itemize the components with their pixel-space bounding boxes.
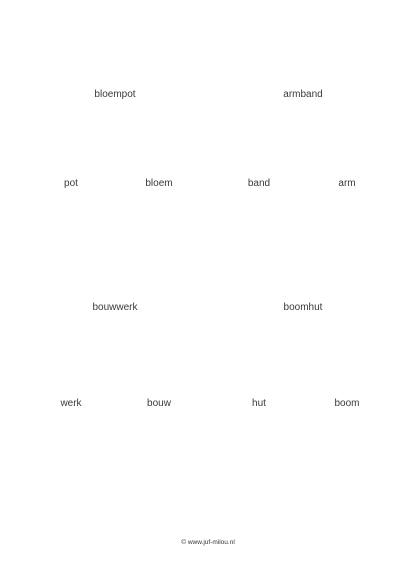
part-word-band: band bbox=[247, 178, 271, 189]
compound-word-boomhut: boomhut bbox=[283, 302, 323, 313]
part-word-pot: pot bbox=[64, 178, 78, 189]
part-word-bloem: bloem bbox=[145, 178, 173, 189]
compound-word-armband: armband bbox=[283, 89, 323, 100]
part-word-arm: arm bbox=[338, 178, 356, 189]
footer-copyright: © www.juf-milou.nl bbox=[181, 539, 235, 546]
part-word-hut: hut bbox=[252, 398, 266, 409]
compound-word-bloempot: bloempot bbox=[94, 89, 136, 100]
part-word-werk: werk bbox=[60, 398, 82, 409]
part-word-bouw: bouw bbox=[147, 398, 171, 409]
compound-word-bouwwerk: bouwwerk bbox=[92, 302, 138, 313]
part-word-boom: boom bbox=[334, 398, 360, 409]
